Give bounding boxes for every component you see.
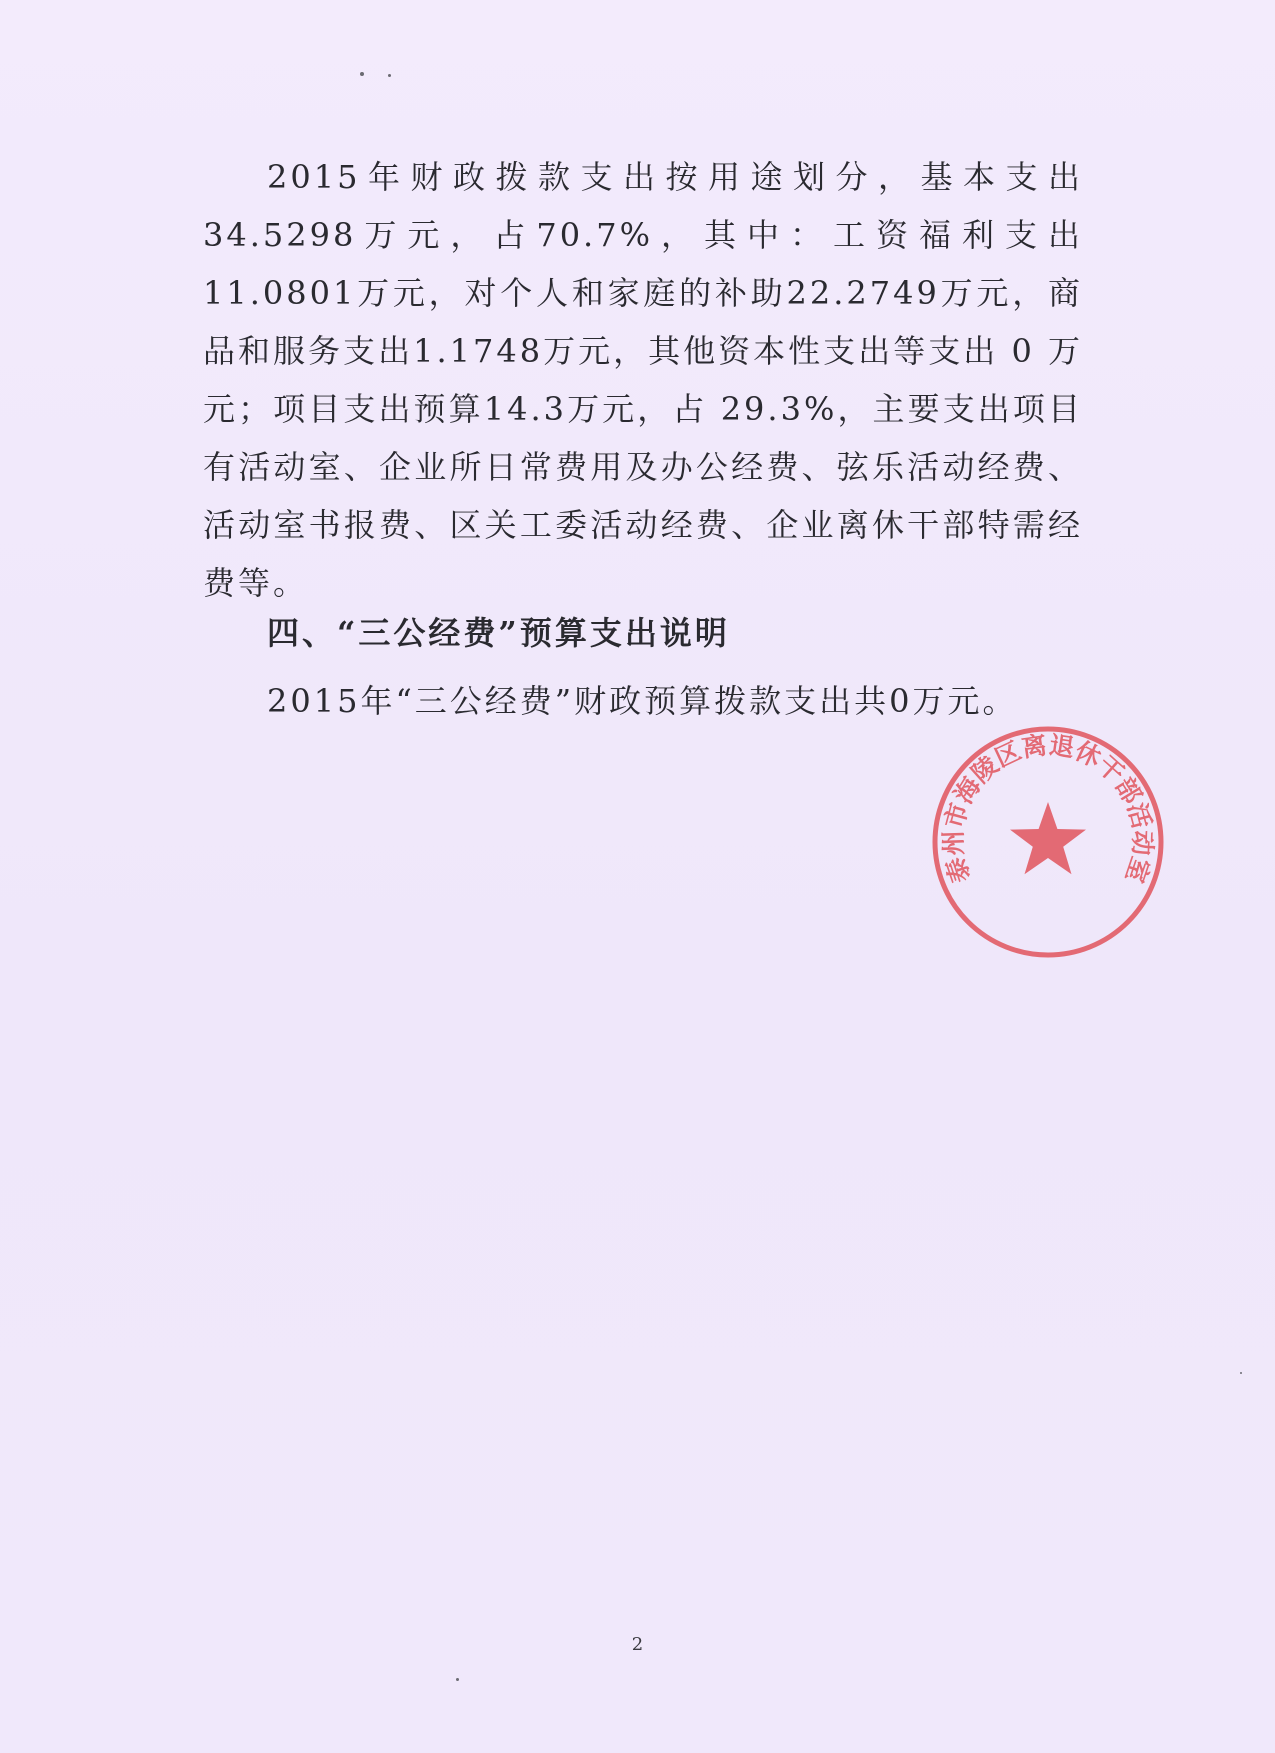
- section-heading: 四、“三公经费”预算支出说明: [267, 614, 730, 652]
- body-paragraph: 2015年财政拨款支出按用途划分，基本支出34.5298万元，占70.7%，其中：工资福利支出11.0801万元，对个人和家庭的补助22.2749万元，商品和服务支出1.1748万元，其他资本性支出等支出 0 万元；项目支出预算14.3万元，占 29.3%，主要支出项目有活动室、企业所日常费用及办公经费、弦乐活动经费、活动室书报费、区关工委活动经费、企业离休干部特需经费等。: [203, 158, 1083, 602]
- star-icon: [1010, 802, 1086, 874]
- official-seal: [928, 722, 1168, 962]
- scan-speck: [1240, 1372, 1242, 1374]
- page-number: 2: [631, 1634, 644, 1655]
- three-public-expenses-total: 2015年“三公经费”财政预算拨款支出共0万元。: [267, 682, 1018, 720]
- seal-text: 泰州市海陵区离退休干部活动室: [938, 730, 1158, 887]
- scan-speck: [360, 72, 364, 76]
- scan-speck: [456, 1678, 459, 1681]
- scan-speck: [388, 74, 391, 77]
